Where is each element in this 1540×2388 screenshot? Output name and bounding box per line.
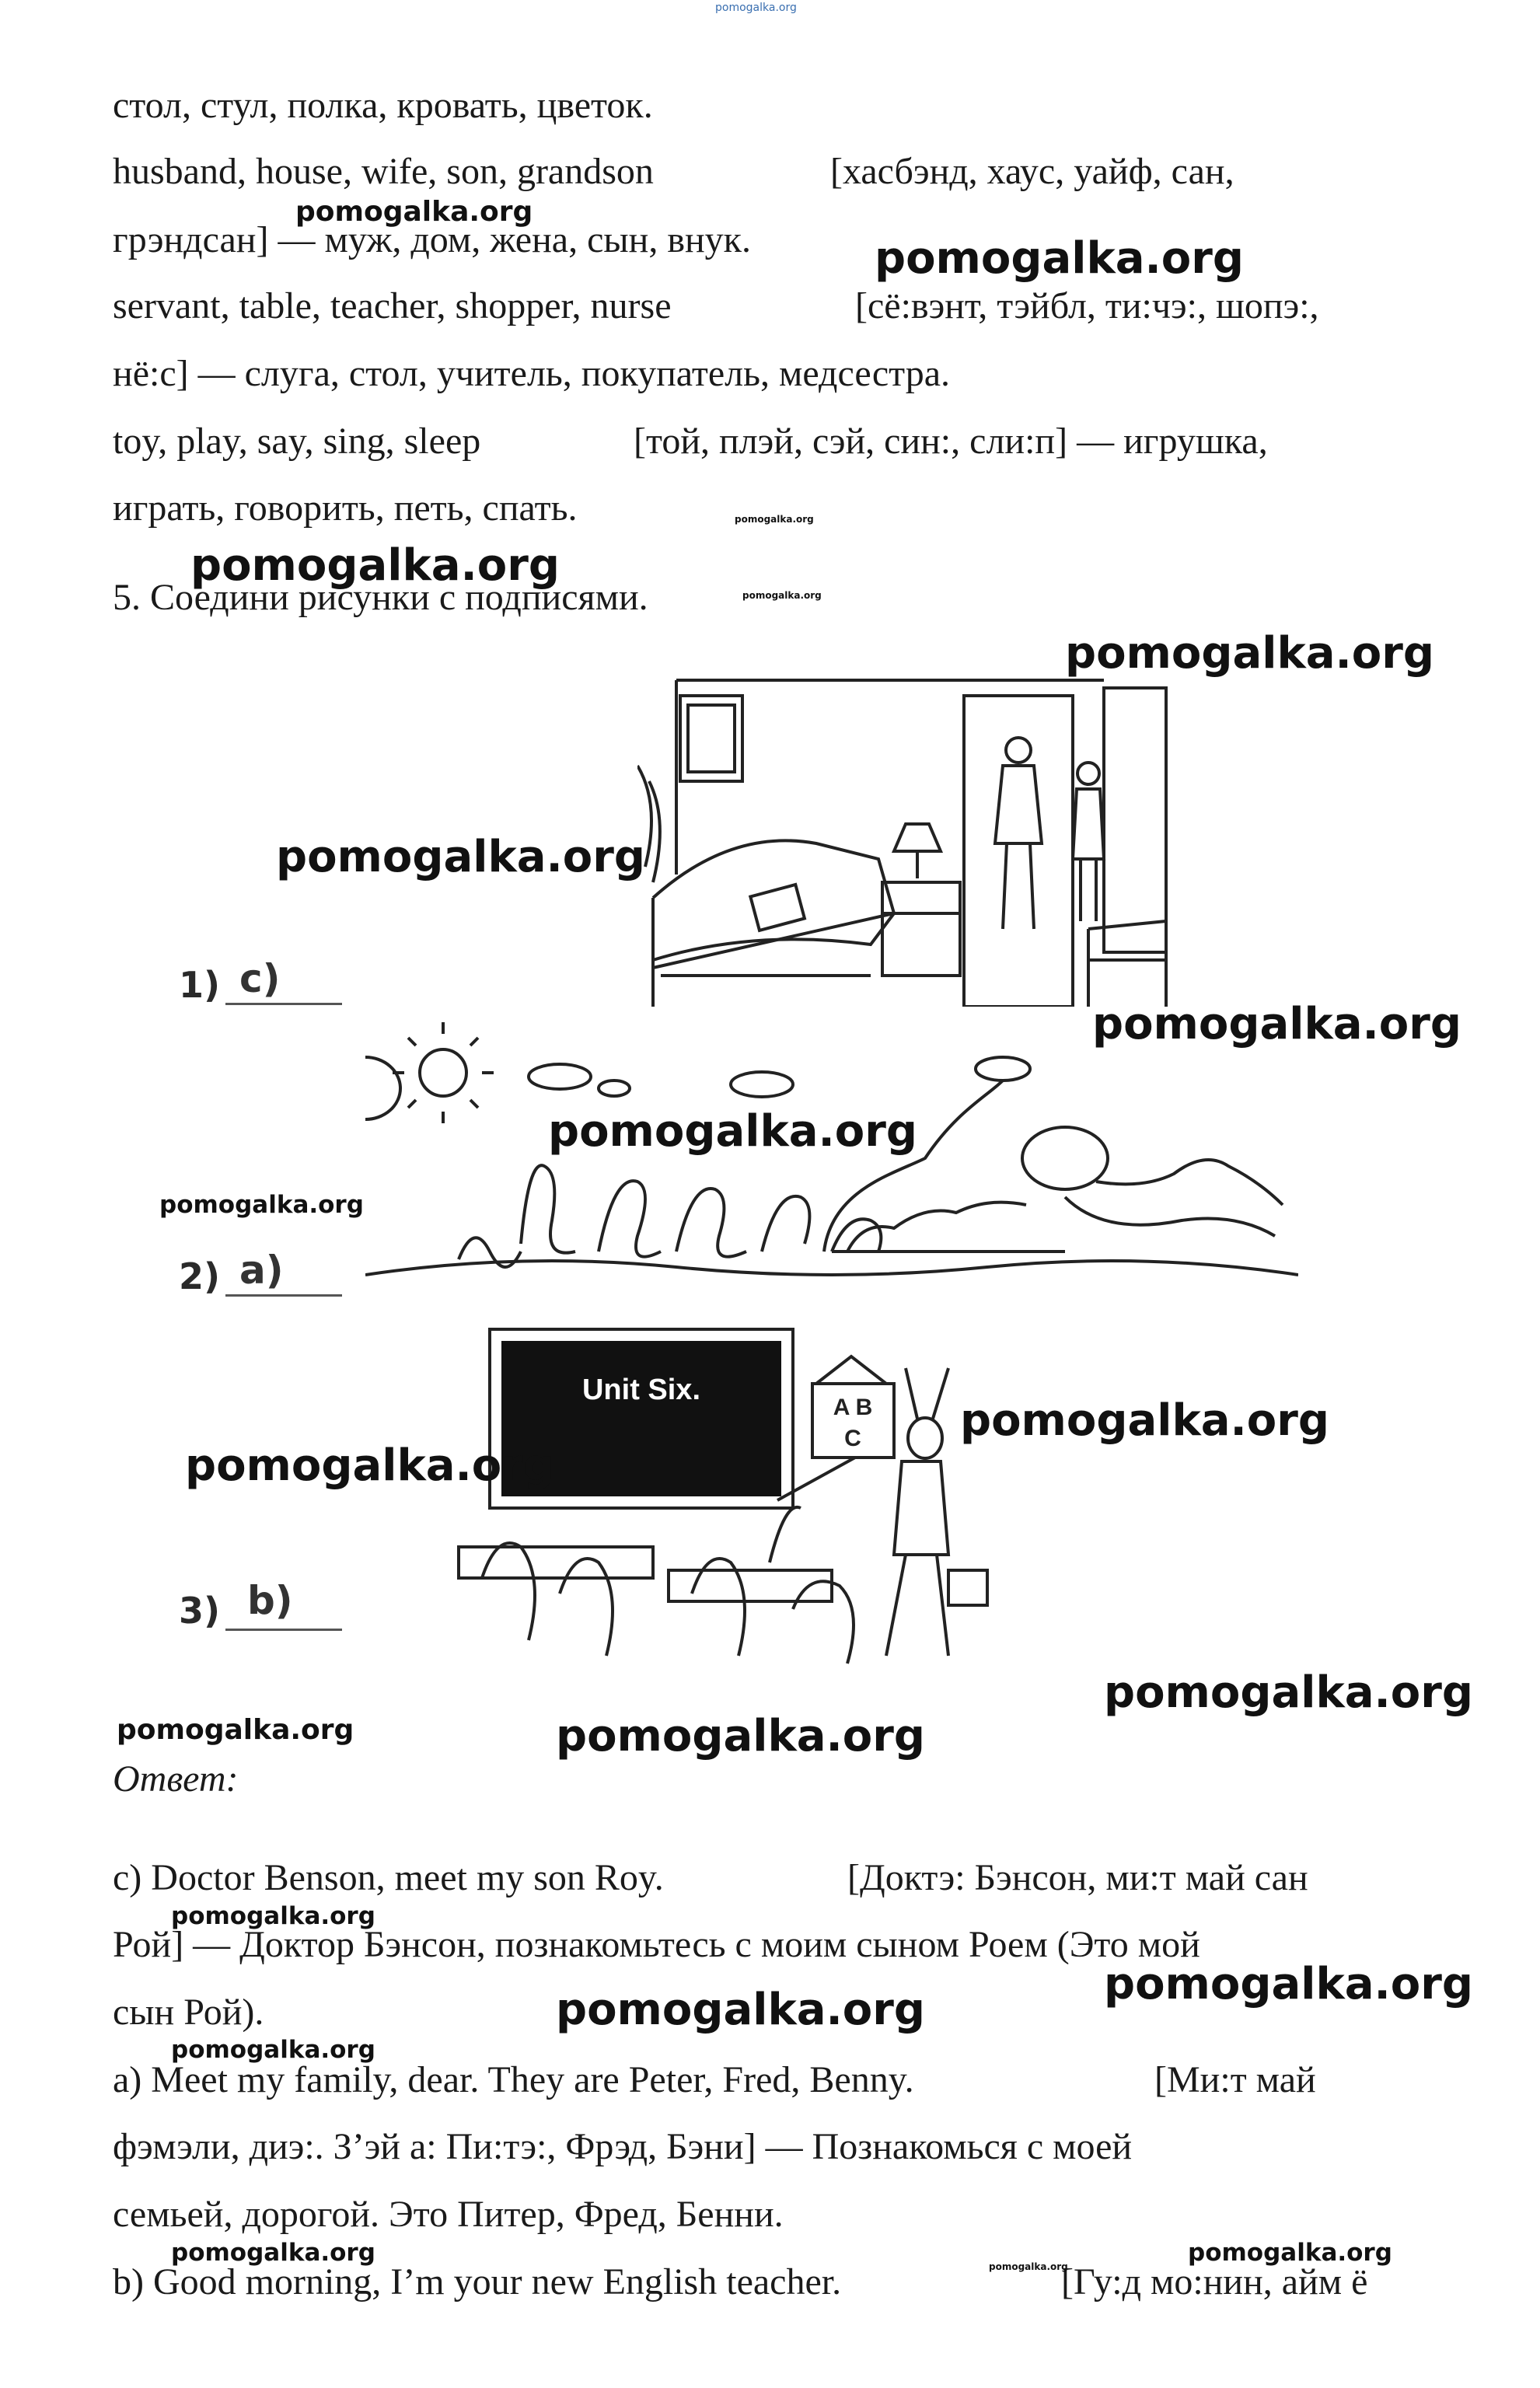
watermark: pomogalka.org <box>556 1711 925 1761</box>
text-line-3: грэндсан] — муж, дом, жена, сын, внук. <box>113 219 751 260</box>
watermark: pomogalka.org <box>171 1902 375 1930</box>
item-2-answer-line <box>225 1294 342 1297</box>
item-3-answer-line <box>225 1629 342 1631</box>
watermark: pomogalka.org <box>295 196 533 228</box>
watermark: pomogalka.org <box>875 233 1244 284</box>
item-1-answer[interactable]: c) <box>239 956 281 1001</box>
watermark: pomogalka.org <box>159 1191 364 1219</box>
watermark: pomogalka.org <box>989 2261 1068 2272</box>
answer-b-line-1b: [Гу:д мо:нин, айм ё <box>1061 2261 1368 2302</box>
item-2-number: 2) <box>179 1255 221 1297</box>
snake-family-illustration <box>365 1018 1298 1314</box>
text-line-4b: [сё:вэнт, тэйбл, ти:чэ:, шопэ:, <box>855 285 1319 326</box>
bedroom-doctor-illustration <box>637 665 1182 1007</box>
text-line-4a: servant, table, teacher, shopper, nurse <box>113 285 672 326</box>
watermark: pomogalka.org <box>190 540 560 591</box>
item-2-answer[interactable]: a) <box>239 1248 284 1293</box>
answer-a-line-2: фэмэли, диэ:. З’эй а: Пи:тэ:, Фрэд, Бэни] — Познакомься с моей <box>113 2126 1133 2167</box>
chart-letters-bottom: C <box>844 1426 861 1451</box>
text-line-2b: [хасбэнд, хаус, уайф, сан, <box>830 151 1234 192</box>
watermark: pomogalka.org <box>556 1985 925 2035</box>
answer-c-line-1b: [Доктэ: Бэнсон, ми:т май сан <box>847 1857 1308 1898</box>
answer-c-line-2: Рой] — Доктор Бэнсон, познакомьтесь с моим сыном Роем (Это мой <box>113 1924 1200 1965</box>
text-line-1: стол, стул, полка, кровать, цветок. <box>113 85 653 126</box>
watermark: pomogalka.org <box>276 832 645 882</box>
item-3-answer[interactable]: b) <box>247 1578 293 1623</box>
blackboard-text: Unit Six. <box>581 1374 701 1406</box>
answer-c-line-3: сын Рой). <box>113 1992 264 2033</box>
classroom-illustration <box>435 1314 1057 1679</box>
watermark: pomogalka.org <box>735 514 814 525</box>
site-tagline[interactable]: pomogalka.org <box>715 2 797 14</box>
text-line-2a: husband, house, wife, son, grandson <box>113 151 654 192</box>
chart-letters-top: A B <box>833 1395 873 1420</box>
watermark: pomogalka.org <box>742 590 822 601</box>
answer-c-line-1: c) Doctor Benson, meet my son Roy. <box>113 1857 664 1898</box>
watermark: pomogalka.org <box>1065 628 1434 679</box>
answer-a-line-1: a) Meet my family, dear. They are Peter, Fred, Benny. <box>113 2059 914 2100</box>
watermark: pomogalka.org <box>171 2036 375 2064</box>
answer-b-line-1: b) Good morning, I’m your new English teacher. <box>113 2261 842 2302</box>
text-line-6b: [той, плэй, сэй, син:, сли:п] — игрушка, <box>634 421 1268 462</box>
watermark: pomogalka.org <box>1092 999 1461 1049</box>
item-1-number: 1) <box>179 964 221 1006</box>
text-line-7: играть, говорить, петь, спать. <box>113 487 578 529</box>
text-line-5: нё:с] — слуга, стол, учитель, покупатель, медсестра. <box>113 353 951 394</box>
watermark: pomogalka.org <box>1104 1959 1473 2009</box>
task-heading: 5. Соедини рисунки с подписями. <box>113 577 648 618</box>
watermark: pomogalka.org <box>1188 2239 1392 2267</box>
answer-label: Ответ: <box>113 1758 239 1800</box>
watermark: pomogalka.org <box>171 2239 375 2267</box>
watermark: pomogalka.org <box>185 1440 554 1491</box>
watermark: pomogalka.org <box>117 1714 354 1746</box>
watermark: pomogalka.org <box>960 1395 1329 1446</box>
item-1-answer-line <box>225 1003 342 1005</box>
answer-a-line-1b: [Ми:т май <box>1154 2059 1316 2100</box>
watermark: pomogalka.org <box>548 1106 917 1157</box>
watermark: pomogalka.org <box>1104 1667 1473 1718</box>
text-line-6a: toy, play, say, sing, sleep <box>113 421 481 462</box>
item-3-number: 3) <box>179 1590 221 1632</box>
answer-a-line-3: семьей, дорогой. Это Питер, Фред, Бенни. <box>113 2194 784 2235</box>
